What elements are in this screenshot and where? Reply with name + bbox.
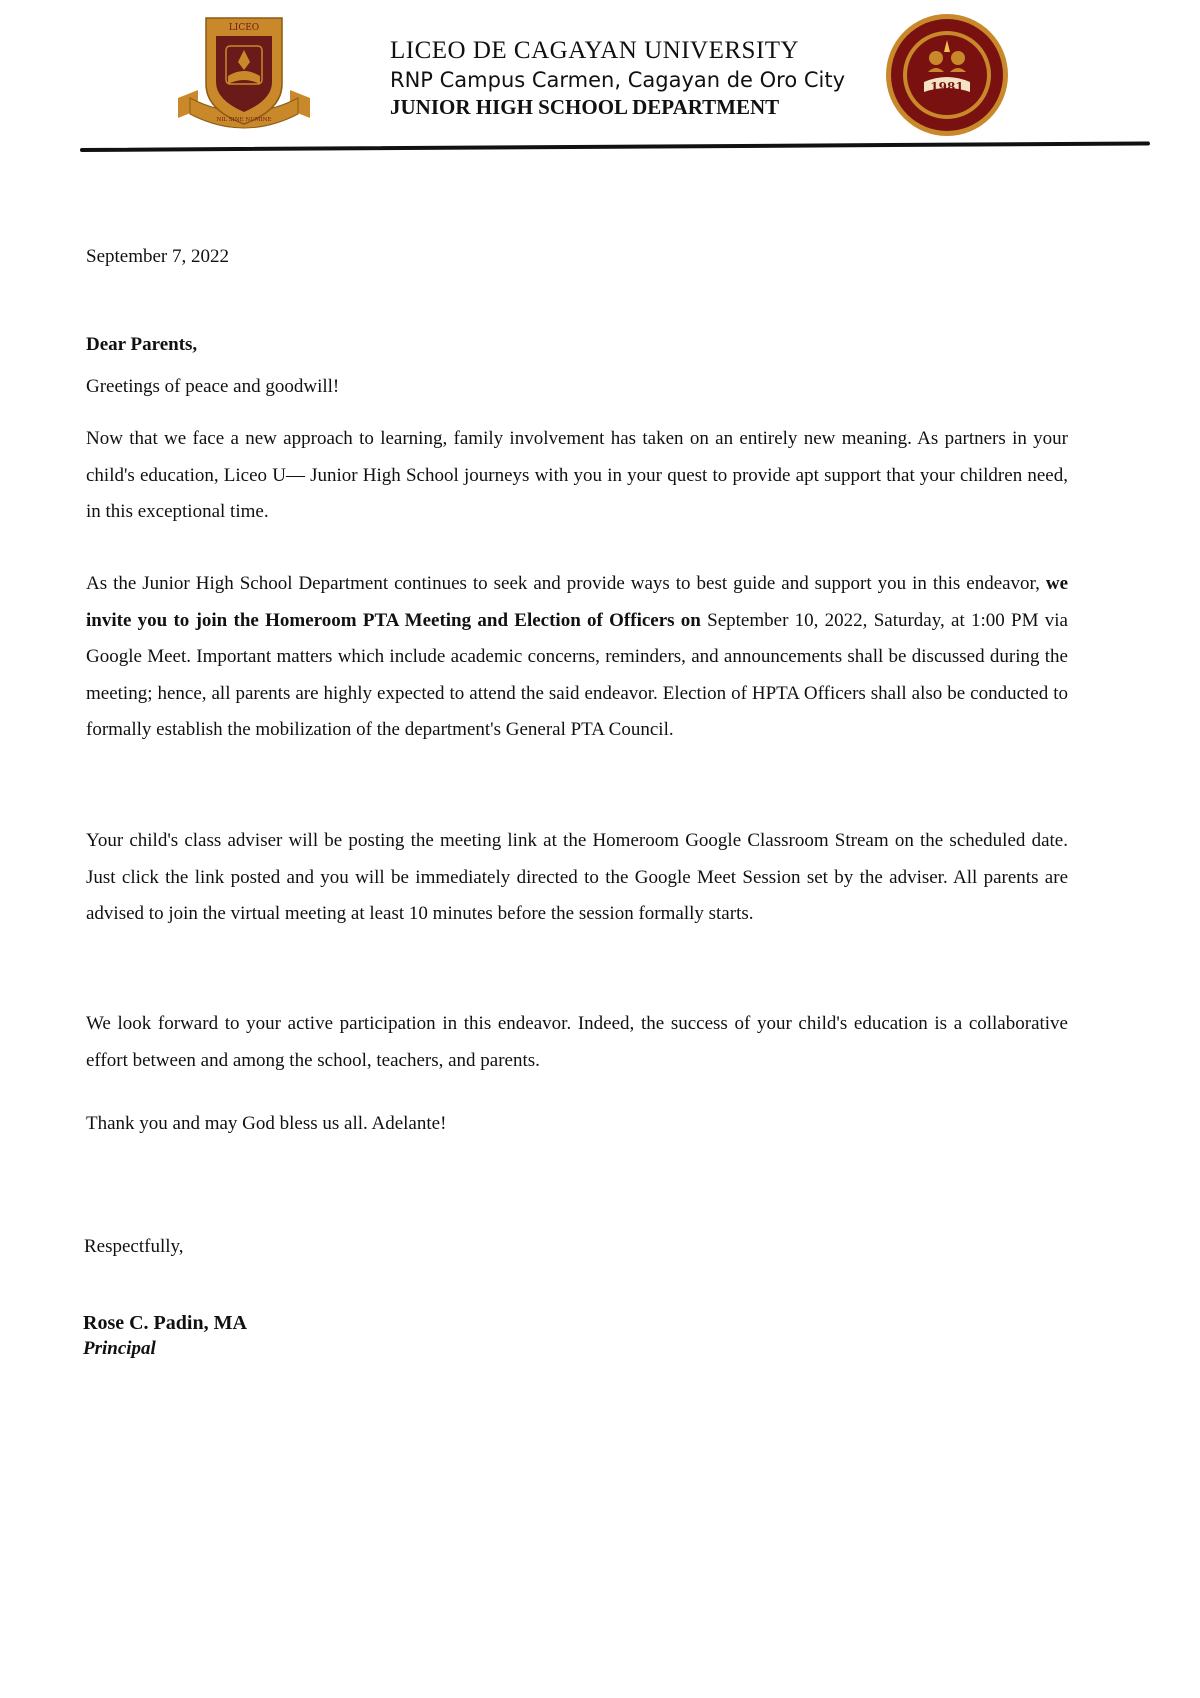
paragraph-4: We look forward to your active participation in this endeavor. Indeed, the success of your child's education is a collaborative effort between and among the school, teachers, and parents. [86,1013,1068,1071]
paragraph-2-details: September 10, 2022, Saturday, at 1:00 PM via Google Meet. Important matters which include academic concerns, reminders, and announcements shall be discussed during the meeting; hence, all parents are highly expected to attend the said endeavor. Election of HPTA Officers shall also be conducted to formally establish the mobilization of the department's General PTA Council. [86,609,1068,740]
basic-education-seal-icon [884,12,1010,138]
liceo-shield-logo-icon [176,14,312,138]
logo-text-liceo: LICEO [228,23,260,33]
paragraph-2-intro: As the Junior High School Department continues to seek and provide ways to best guide and support you in this endeavor, [86,573,1046,594]
paragraph-3: Your child's class adviser will be posting the meeting link at the Homeroom Google Classroom Stream on the scheduled date. Just click the link posted and you will be immediately directed to the Google Meet Session set by the adviser. All parents are advised to join the virtual meeting at least 10 minutes before the session formally starts. [86,830,1068,924]
closing: Respectfully, [84,1236,184,1257]
thanks-line: Thank you and may God bless us all. Adelante! [86,1113,447,1134]
signer-title: Principal [83,1338,156,1359]
paragraph-2 [86,566,1068,749]
salutation: Dear Parents, [86,334,198,355]
campus-address: RNP Campus Carmen, Cagayan de Oro City [390,68,846,92]
letter-date: September 7, 2022 [86,246,230,267]
university-name: LICEO DE CAGAYAN UNIVERSITY [390,37,800,64]
paragraph-1: Now that we face a new approach to learning, family involvement has taken on an entirely new meaning. As partners in your child's education, Liceo U— Junior High School journeys with you in your quest to provide apt support that your children need, in this exceptional time. [86,428,1068,522]
signer-name: Rose C. Padin, MA [83,1312,247,1334]
header-divider [80,141,1150,152]
paragraph-2-invitation: we invite you to join the Homeroom PTA Meeting and Election of Officers on [86,573,1068,631]
letterhead [390,36,850,120]
greeting: Greetings of peace and goodwill! [86,376,340,397]
logo-motto: NIL SINE NUMINE [216,117,272,123]
seal-year: 1981 [930,80,964,94]
department-name: JUNIOR HIGH SCHOOL DEPARTMENT [390,95,780,119]
